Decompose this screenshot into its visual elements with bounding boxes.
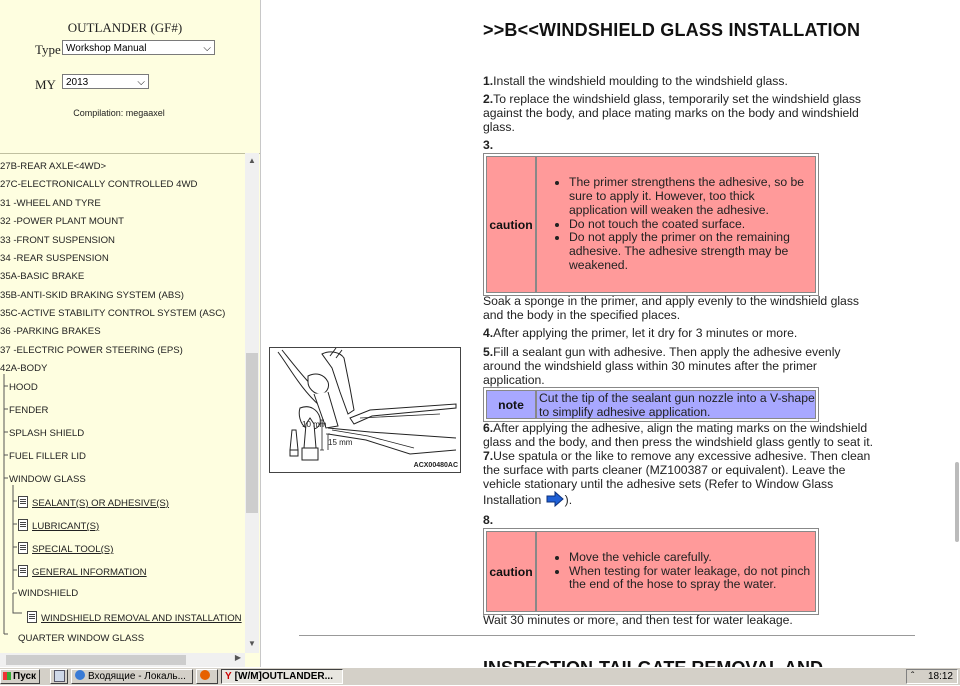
tree-item-hood[interactable]: HOOD (9, 382, 38, 393)
my-label: MY (35, 77, 56, 92)
step-6: 6.After applying the adhesive, align the mating marks on the windshield glass and the body, and then press the windshield glass gently to seat it. (483, 421, 874, 449)
start-button[interactable]: Пуск (0, 669, 40, 684)
tree-link-sealant[interactable]: SEALANT(S) OR ADHESIVE(S) (18, 496, 169, 509)
quick-launch-icon[interactable] (50, 669, 68, 684)
caution-content (536, 156, 816, 293)
tray-arrow-icon[interactable]: ˆ (911, 671, 915, 682)
tree-vertical-scrollbar[interactable] (245, 153, 259, 653)
figure-caption: ACX00480AC (413, 462, 458, 469)
caution-item: • When testing for water leakage, do not pinch the end of the hose to spray the water. (569, 565, 815, 593)
step-7: 7.Use spatula or the like to remove any excessive adhesive. Then clean the surface with parts cleaner (MZ100387 or equivalent). Leave the vehicle stationary until the adhesive sets (Refer to Window Glass Installation ). (483, 449, 871, 508)
document-icon (27, 611, 37, 623)
tree-item-fender[interactable]: FENDER (9, 405, 49, 416)
tree-link-special-tools[interactable]: SPECIAL TOOL(S) (18, 542, 113, 555)
document-icon (18, 565, 28, 577)
step-8-text: Wait 30 minutes or more, and then test for water leakage. (483, 613, 793, 627)
selector-panel (0, 0, 260, 154)
sealant-gun-illustration (270, 348, 460, 472)
tree-item[interactable]: 35B-ANTI-SKID BRAKING SYSTEM (ABS) (0, 290, 184, 301)
step-1: 1.Install the windshield moulding to the windshield glass. (483, 74, 788, 88)
my-select-value: 2013 (66, 77, 89, 88)
scrollbar-thumb[interactable] (955, 462, 959, 542)
tree-item-body[interactable]: 42A-BODY (0, 363, 48, 374)
type-select[interactable] (62, 40, 215, 55)
scroll-right-icon[interactable]: ▶ (234, 653, 241, 662)
step-4: 4.After applying the primer, let it dry for 3 minutes or more. (483, 326, 798, 340)
scrollbar-thumb[interactable] (6, 655, 186, 665)
caution-content (536, 531, 816, 612)
reference-arrow-icon[interactable] (545, 491, 565, 507)
chevron-down-icon: ⌵ (137, 77, 145, 88)
step-5: 5.Fill a sealant gun with adhesive. Then apply the adhesive evenly around the windshield glass within 30 minutes after the primer application. (483, 345, 841, 387)
tree-link-windshield-removal[interactable]: WINDSHIELD REMOVAL AND INSTALLATION (27, 611, 242, 624)
caution-item: • Do not apply the primer on the remaining adhesive. The adhesive strength may be weakened. (569, 231, 815, 272)
step-2: 2.To replace the windshield glass, temporarily set the windshield glass against the body, and place mating marks on the body and windshield glass. (483, 92, 862, 134)
tree-item-windshield[interactable]: WINDSHIELD (18, 588, 79, 599)
caution-label: caution (486, 156, 536, 293)
navigation-panel (0, 0, 261, 667)
tree-item[interactable]: 27C-ELECTRONICALLY CONTROLLED 4WD (0, 179, 198, 190)
mail-icon (75, 670, 85, 680)
step-3-text: Soak a sponge in the primer, and apply evenly to the windshield glass and the body in the specified places. (483, 294, 860, 322)
tree-item[interactable]: 27B-REAR AXLE<4WD> (0, 161, 107, 172)
firefox-icon[interactable] (196, 669, 218, 684)
caution-box (483, 153, 819, 296)
tree-item[interactable]: 35C-ACTIVE STABILITY CONTROL SYSTEM (ASC) (0, 308, 226, 319)
caution-item: • Do not touch the coated surface. (569, 218, 815, 232)
tree-item[interactable]: 35A-BASIC BRAKE (0, 271, 85, 282)
model-title: OUTLANDER (GF#) (67, 20, 183, 35)
scroll-up-icon[interactable]: ▲ (248, 156, 256, 165)
content-vertical-scrollbar[interactable] (945, 0, 960, 667)
tree-link-general-information[interactable]: GENERAL INFORMATION (18, 565, 147, 578)
caution-label: caution (486, 531, 536, 612)
manual-content (261, 0, 960, 667)
tree-item-quarter-window[interactable]: QUARTER WINDOW GLASS (18, 633, 145, 644)
document-icon (18, 519, 28, 531)
compilation-text: Compilation: megaaxel (73, 108, 165, 118)
scroll-down-icon[interactable]: ▼ (248, 639, 256, 648)
page-title: >>B<<WINDSHIELD GLASS INSTALLATION (483, 20, 861, 40)
tree-horizontal-scrollbar[interactable] (0, 653, 245, 667)
chevron-down-icon: ⌵ (203, 43, 211, 54)
my-select[interactable] (62, 74, 149, 89)
type-label: Type (35, 42, 61, 57)
adhesive-application-figure (269, 347, 461, 473)
tree-item-splash-shield[interactable]: SPLASH SHIELD (9, 428, 85, 439)
taskbar (0, 667, 960, 685)
document-icon (18, 542, 28, 554)
type-select-value: Workshop Manual (66, 43, 147, 54)
note-label: note (486, 390, 536, 419)
browser-icon: Y (225, 671, 232, 682)
dimension-label: 10 mm (302, 420, 327, 429)
step-8-number: 8. (483, 513, 494, 527)
system-tray (906, 669, 958, 684)
clock: 18:12 (927, 671, 953, 682)
section-divider (299, 635, 915, 636)
windows-logo-icon (3, 672, 11, 680)
tree-item[interactable]: 37 -ELECTRIC POWER STEERING (EPS) (0, 345, 183, 356)
section-tree (0, 156, 245, 653)
caution-box (483, 528, 819, 615)
tree-item-fuel-filler-lid[interactable]: FUEL FILLER LID (9, 451, 86, 462)
tree-item[interactable]: 34 -REAR SUSPENSION (0, 253, 109, 264)
tree-item[interactable]: 33 -FRONT SUSPENSION (0, 235, 115, 246)
tree-item[interactable]: 31 -WHEEL AND TYRE (0, 198, 101, 209)
taskbar-item-inbox[interactable]: Входящие - Локаль... (71, 669, 193, 684)
tree-item-window-glass[interactable]: WINDOW GLASS (9, 474, 86, 485)
step-3-number: 3. (483, 138, 494, 152)
tree-link-lubricant[interactable]: LUBRICANT(S) (18, 519, 99, 532)
dimension-label: 15 mm (328, 438, 353, 447)
tree-item[interactable]: 36 -PARKING BRAKES (0, 326, 101, 337)
caution-item: • The primer strengthens the adhesive, so be sure to apply it. However, too thick application will weaken the adhesive. (569, 176, 815, 217)
note-box (483, 387, 819, 422)
document-icon (18, 496, 28, 508)
tree-item[interactable]: 32 -POWER PLANT MOUNT (0, 216, 125, 227)
caution-item: • Move the vehicle carefully. (569, 551, 815, 565)
taskbar-item-outlander[interactable]: Y [W/M]OUTLANDER... (221, 669, 343, 684)
scrollbar-thumb[interactable] (246, 353, 258, 513)
note-text: Cut the tip of the sealant gun nozzle into a V-shape to simplify adhesive application. (536, 390, 816, 419)
